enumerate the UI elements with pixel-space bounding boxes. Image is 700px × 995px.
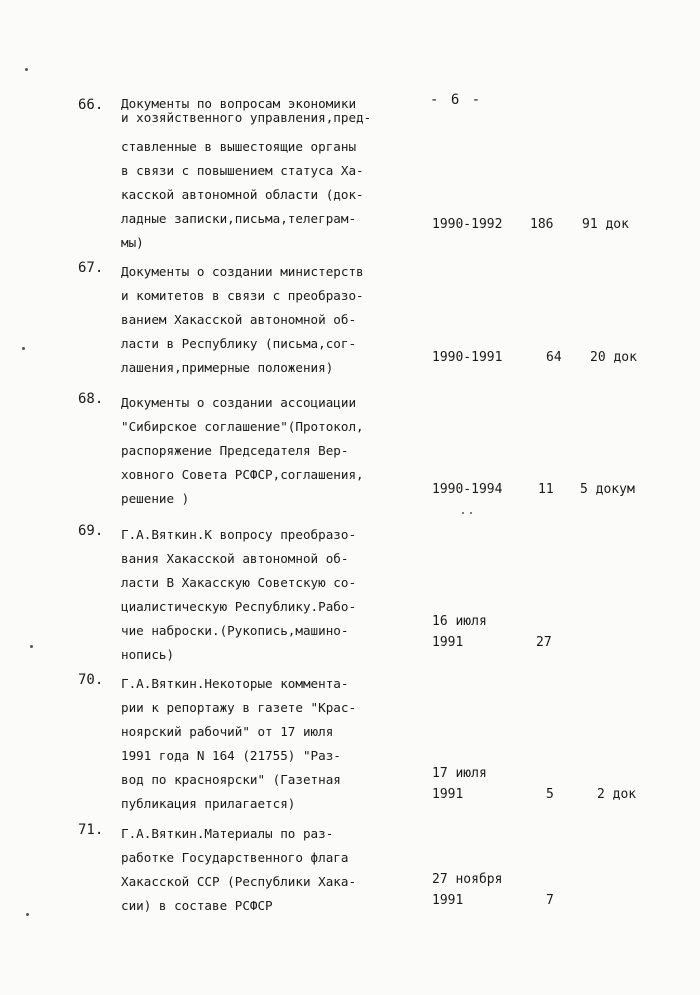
entry-docs: 2 док	[597, 787, 637, 802]
entry-line: ласти в Республику (письма,сог-	[121, 336, 357, 351]
entry-date-year: 1991	[432, 893, 464, 908]
entry-line: рии к репортажу в газете "Крас-	[121, 700, 357, 715]
entry-description	[121, 97, 421, 255]
entry-line: решение )	[121, 491, 190, 506]
entry-line: ванием Хакасской автономной об-	[121, 312, 357, 327]
entry-line: Г.А.Вяткин.Материалы по раз-	[121, 826, 334, 841]
entry-date-day: 27 ноября	[432, 872, 503, 887]
entry-line: Г.А.Вяткин.К вопросу преобразо-	[121, 527, 357, 542]
entry-line: чие наброски.(Рукопись,машино-	[121, 623, 349, 638]
entry-sheets: 186	[530, 217, 554, 232]
entry-description	[121, 260, 421, 380]
entry-line: "Сибирское соглашение"(Протокол,	[121, 419, 364, 434]
entry-line: ласти В Хакасскую Советскую со-	[121, 575, 357, 590]
entry-line: Г.А.Вяткин.Некоторые коммента-	[121, 676, 349, 691]
scan-speck	[22, 347, 25, 350]
page-number: - 6 -	[430, 92, 483, 108]
entry-description	[121, 523, 421, 667]
scan-speck	[25, 68, 28, 71]
scan-speck	[30, 645, 33, 648]
entry-line: Документы о создании ассоциации	[121, 395, 357, 410]
entry-description	[121, 391, 421, 511]
entry-line: ховного Совета РСФСР,соглашения,	[121, 467, 364, 482]
entry-date-year: 1991	[432, 787, 464, 802]
entry-number: 68.	[78, 391, 104, 407]
entry-sheets: 11	[538, 482, 554, 497]
entry-line: ноярский рабочий" от 17 июля	[121, 724, 334, 739]
entry-sheets: 27	[536, 635, 552, 650]
entry-description	[121, 822, 421, 918]
entry-number: 69.	[78, 523, 104, 539]
entry-number: 66.	[78, 97, 104, 113]
entry-docs: 91 док	[582, 217, 629, 232]
entry-date-day: 17 июля	[432, 766, 487, 781]
entry-line: лашения,примерные положения)	[121, 360, 334, 375]
entry-dates: 1990-1992	[432, 217, 503, 232]
entry-date-year: 1991	[432, 635, 464, 650]
entry-line: мы)	[121, 235, 144, 250]
entry-docs: 5 докум	[580, 482, 635, 497]
entry-line: касской автономной области (док-	[121, 187, 364, 202]
entry-line: в связи с повышением статуса Ха-	[121, 163, 364, 178]
entry-line: Документы о создании министерств	[121, 264, 364, 279]
entry-sheets: 5	[546, 787, 554, 802]
entry-line: публикация прилагается)	[121, 796, 296, 811]
scan-speck	[462, 512, 464, 514]
entry-line: сии) в составе РСФСР	[121, 898, 273, 913]
entry-line: распоряжение Председателя Вер-	[121, 443, 349, 458]
entry-sheets: 64	[546, 350, 562, 365]
entry-number: 71.	[78, 822, 104, 838]
entry-number: 70.	[78, 672, 104, 688]
entry-dates: 1990-1994	[432, 482, 503, 497]
entry-line: ладные записки,письма,телеграм-	[121, 211, 357, 226]
scan-speck	[26, 913, 29, 916]
entry-number: 67.	[78, 260, 104, 276]
entry-line: ставленные в вышестоящие органы	[121, 139, 357, 154]
entry-line: и хозяйственного управления,пред-	[121, 110, 372, 125]
entry-line: Документы по вопросам экономики	[121, 96, 357, 111]
entry-description	[121, 672, 421, 816]
entry-dates: 1990-1991	[432, 350, 503, 365]
entry-line: нопись)	[121, 647, 175, 662]
entry-line: вод по красноярски" (Газетная	[121, 772, 341, 787]
entry-line: Хакасской ССР (Республики Хака-	[121, 874, 357, 889]
entry-date-day: 16 июля	[432, 614, 487, 629]
entry-docs: 20 док	[590, 350, 637, 365]
entry-line: 1991 года N 164 (21755) "Раз-	[121, 748, 341, 763]
entry-sheets: 7	[546, 893, 554, 908]
entry-line: работке Государственного флага	[121, 850, 349, 865]
entry-line: вания Хакасской автономной об-	[121, 551, 349, 566]
entry-line: циалистическую Республику.Рабо-	[121, 599, 357, 614]
entry-line: и комитетов в связи с преобразо-	[121, 288, 364, 303]
scan-speck	[470, 512, 472, 514]
